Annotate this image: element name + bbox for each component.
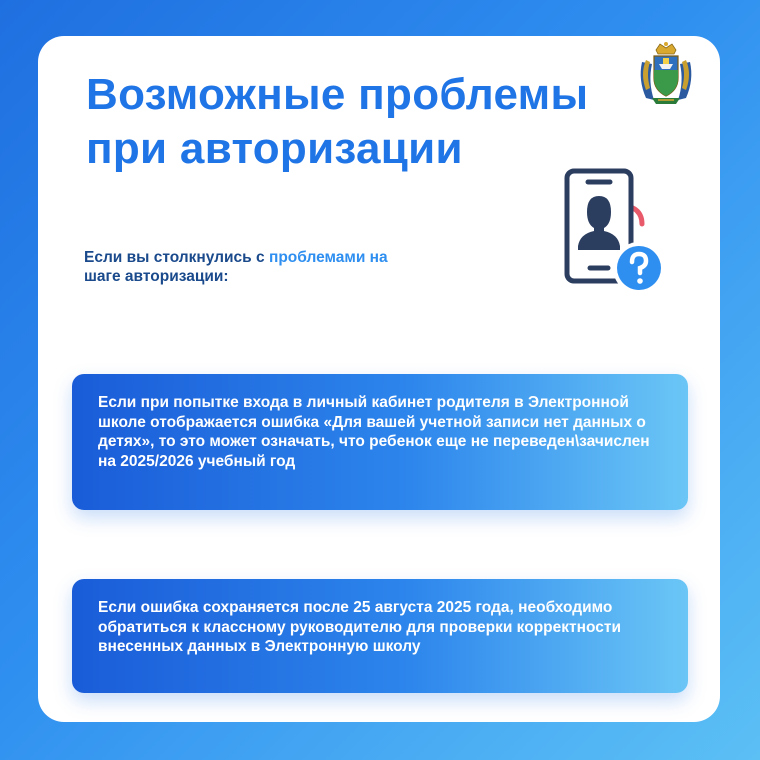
info-box-contact-teacher [72, 579, 688, 693]
title-line-1: Возможные проблемы [86, 70, 589, 119]
coat-of-arms-icon [632, 40, 700, 108]
intro-part-2: шаге авторизации: [84, 268, 229, 285]
content-card [38, 36, 720, 722]
info-box-2-text: Если ошибка сохраняется после 25 августа 2025 года, необходимо обратиться к классному руководителю для проверки корректности внесенных данных в Электронную школу [98, 599, 621, 655]
title-line-2: при авторизации [86, 124, 463, 173]
intro-accent: проблемами на [268, 249, 388, 266]
info-box-1-text: Если при попытке входа в личный кабинет родителя в Электронной школе отображается ошибка «Для вашей учетной записи нет данных о детях», то это может означать, что ребенок еще не переведен\зачислен на 2025/2026 учебный год [98, 394, 650, 470]
intro-part-1: Если вы столкнулись с [84, 249, 269, 266]
page-title [86, 68, 626, 176]
phone-user-question-icon [558, 166, 668, 301]
intro-text [84, 248, 484, 286]
info-box-error-message [72, 374, 688, 510]
